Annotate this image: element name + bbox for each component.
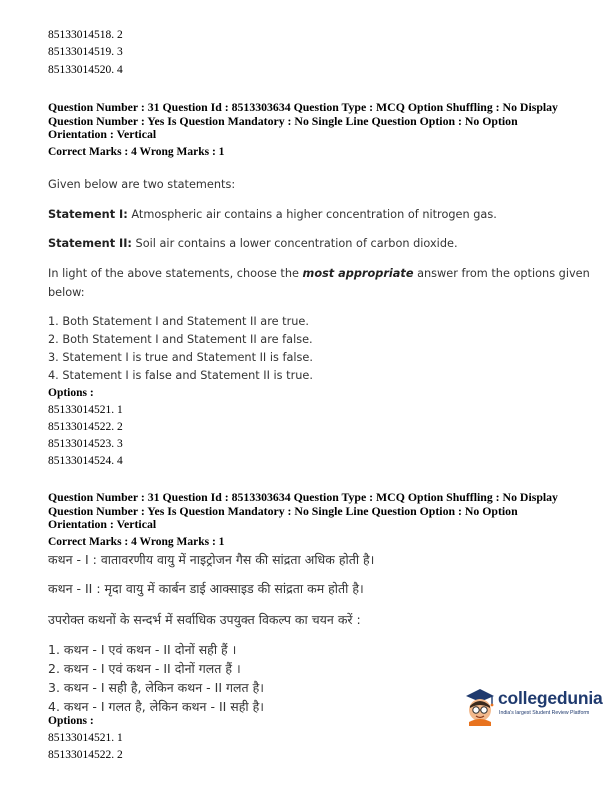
choice-item: 2. कथन - I एवं कथन - II दोनों गलत हैं । [48, 661, 241, 676]
question-header: Question Number : 31 Question Id : 8513303634 Question Type : MCQ Option Shuffling : No Display Question Number : Yes Is Question Mandatory : No Single Line Question Option : No Option Orientation : Vertical [48, 100, 558, 141]
statement-1-label: Statement I: [48, 208, 128, 221]
option-line: 85133014523. 3 [48, 438, 123, 450]
options-label: Options : [48, 715, 94, 727]
instruction-hindi: उपरोक्त कथनों के सन्दर्भ में सर्वाधिक उपयुक्त विकल्प का चयन करें : [48, 612, 361, 627]
collegedunia-logo [462, 686, 603, 726]
choice-item: 3. Statement I is true and Statement II is false. [48, 351, 313, 364]
statement-2-hindi: कथन - II : मृदा वायु में कार्बन डाई आक्साइड की सांद्रता कम होती है। [48, 581, 364, 596]
option-line: 85133014521. 1 [48, 404, 123, 416]
mascot-icon [462, 686, 498, 726]
options-label: Options : [48, 387, 94, 399]
option-line: 85133014520. 4 [48, 64, 123, 76]
statement-2-label: Statement II: [48, 237, 132, 250]
option-line: 85133014524. 4 [48, 455, 123, 467]
instruction-emphasis: most appropriate [302, 267, 414, 280]
option-line: 85133014522. 2 [48, 749, 123, 761]
marks-line: Correct Marks : 4 Wrong Marks : 1 [48, 146, 225, 158]
statement-1-hindi: कथन - I : वातावरणीय वायु में नाइट्रोजन गैस की सांद्रता अधिक होती है। [48, 552, 375, 567]
question-header: Question Number : 31 Question Id : 8513303634 Question Type : MCQ Option Shuffling : No Display Question Number : Yes Is Question Mandatory : No Single Line Question Option : No Option Orientation : Vertical [48, 490, 558, 531]
choice-item: 1. कथन - I एवं कथन - II दोनों सही हैं । [48, 642, 237, 657]
statement-2-text: Soil air contains a lower concentration of carbon dioxide. [131, 237, 458, 250]
choice-item: 3. कथन - I सही है, लेकिन कथन - II गलत है। [48, 680, 264, 695]
logo-tagline: India's largest Student Review Platform [499, 710, 590, 716]
question-intro: Given below are two statements: [48, 178, 236, 191]
option-line: 85133014519. 3 [48, 46, 123, 58]
choice-item: 1. Both Statement I and Statement II are true. [48, 315, 309, 328]
instruction-post: answer from the options given [413, 267, 590, 280]
option-line: 85133014522. 2 [48, 421, 123, 433]
option-line: 85133014518. 2 [48, 29, 123, 41]
instruction-line-2: below: [48, 286, 85, 299]
option-line: 85133014521. 1 [48, 732, 123, 744]
statement-1-text: Atmospheric air contains a higher concentration of nitrogen gas. [127, 208, 497, 221]
choice-item: 2. Both Statement I and Statement II are false. [48, 333, 313, 346]
choice-item: 4. Statement I is false and Statement II is true. [48, 369, 313, 382]
statement-2 [48, 237, 458, 250]
instruction [48, 267, 590, 280]
instruction-pre: In light of the above statements, choose the [48, 267, 303, 280]
marks-line: Correct Marks : 4 Wrong Marks : 1 [48, 536, 225, 548]
logo-name: collegedunia [498, 688, 603, 708]
statement-1 [48, 208, 497, 221]
choice-item: 4. कथन - I गलत है, लेकिन कथन - II सही है। [48, 699, 264, 714]
